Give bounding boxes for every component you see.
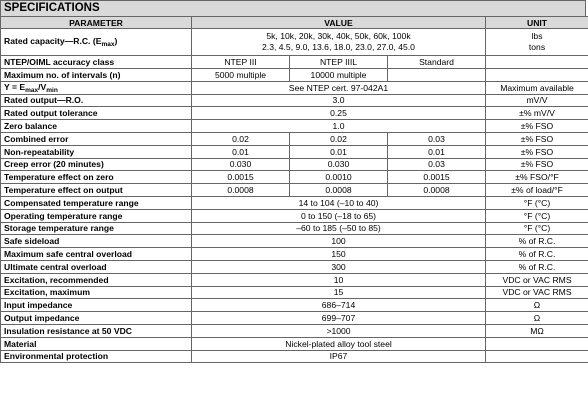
param-value: 0.0008	[388, 184, 486, 197]
spec-row	[1, 196, 588, 209]
param-unit: °F (°C)	[486, 222, 588, 235]
header-value: VALUE	[192, 17, 486, 29]
spec-table	[0, 16, 588, 363]
spec-row	[1, 158, 588, 171]
param-unit	[486, 56, 588, 69]
spec-row	[1, 350, 588, 363]
param-value: 10	[192, 273, 486, 286]
row-max-intervals	[1, 68, 588, 81]
param-label: Combined error	[1, 132, 192, 145]
param-value: 699–707	[192, 312, 486, 325]
param-label: Environmental protection	[1, 350, 192, 363]
param-value: >1000	[192, 324, 486, 337]
param-unit	[486, 350, 588, 363]
header-unit: UNIT	[486, 17, 588, 29]
param-unit: MΩ	[486, 324, 588, 337]
param-label: Excitation, recommended	[1, 273, 192, 286]
param-label: Creep error (20 minutes)	[1, 158, 192, 171]
param-label: Excitation, maximum	[1, 286, 192, 299]
param-unit: lbs tons	[486, 29, 588, 56]
param-unit: ±% of load/°F	[486, 184, 588, 197]
param-value: 0.25	[192, 107, 486, 120]
param-value: 300	[192, 260, 486, 273]
spec-row	[1, 184, 588, 197]
param-label: Rated capacity—R.C. $(E_{max})$	[1, 29, 192, 56]
spec-row	[1, 248, 588, 261]
param-value: 0.01	[290, 145, 388, 158]
param-unit: VDC or VAC RMS	[486, 273, 588, 286]
param-unit: ±% mV/V	[486, 107, 588, 120]
row-y-ratio	[1, 81, 588, 94]
param-value: 0.0015	[388, 171, 486, 184]
param-value: 1.0	[192, 120, 486, 133]
param-label: Compensated temperature range	[1, 196, 192, 209]
param-value: 0.03	[388, 158, 486, 171]
param-value: 0.0015	[192, 171, 290, 184]
param-value: 0.03	[388, 132, 486, 145]
param-value: 0.030	[290, 158, 388, 171]
param-label: Rated output tolerance	[1, 107, 192, 120]
param-label: Rated output—R.O.	[1, 94, 192, 107]
param-unit: Ω	[486, 312, 588, 325]
param-unit	[486, 337, 588, 350]
param-value: NTEP IIIL	[290, 56, 388, 69]
param-value: 100	[192, 235, 486, 248]
param-value: See NTEP cert. 97-042A1	[192, 81, 486, 94]
param-label: Ultimate central overload	[1, 260, 192, 273]
spec-row	[1, 132, 588, 145]
param-label: Maximum no. of intervals (n)	[1, 68, 192, 81]
spec-row	[1, 209, 588, 222]
param-value: 0 to 150 (–18 to 65)	[192, 209, 486, 222]
spec-row	[1, 299, 588, 312]
param-label: Temperature effect on output	[1, 184, 192, 197]
spec-title: SPECIFICATIONS	[0, 0, 586, 16]
param-unit: Maximum available	[486, 81, 588, 94]
param-label: Operating temperature range	[1, 209, 192, 222]
param-label: Zero balance	[1, 120, 192, 133]
spec-row	[1, 120, 588, 133]
param-value: 0.0008	[290, 184, 388, 197]
param-label: Temperature effect on zero	[1, 171, 192, 184]
spec-row	[1, 260, 588, 273]
spec-row	[1, 171, 588, 184]
param-value: Standard	[388, 56, 486, 69]
param-unit: % of R.C.	[486, 235, 588, 248]
param-value: 0.01	[192, 145, 290, 158]
param-label: Output impedance	[1, 312, 192, 325]
param-label: Insulation resistance at 50 VDC	[1, 324, 192, 337]
param-value: 0.02	[192, 132, 290, 145]
param-value: Nickel-plated alloy tool steel	[192, 337, 486, 350]
param-unit: ±% FSO	[486, 120, 588, 133]
spec-row	[1, 337, 588, 350]
spec-row	[1, 235, 588, 248]
param-unit: ±% FSO	[486, 145, 588, 158]
param-value: 0.0008	[192, 184, 290, 197]
spec-row	[1, 286, 588, 299]
param-unit: ±% FSO/°F	[486, 171, 588, 184]
header-row	[1, 17, 588, 29]
param-value: 5000 multiple	[192, 68, 290, 81]
param-label: Input impedance	[1, 299, 192, 312]
row-rated-capacity	[1, 29, 588, 56]
spec-row	[1, 94, 588, 107]
param-label: $Y = E_{max}/V_{min}$	[1, 81, 192, 94]
param-label: Material	[1, 337, 192, 350]
param-unit: VDC or VAC RMS	[486, 286, 588, 299]
param-value: IP67	[192, 350, 486, 363]
param-label: Storage temperature range	[1, 222, 192, 235]
param-unit: % of R.C.	[486, 248, 588, 261]
param-value: 14 to 104 (–10 to 40)	[192, 196, 486, 209]
spec-row	[1, 312, 588, 325]
param-label: NTEP/OIML accuracy class	[1, 56, 192, 69]
param-value	[388, 68, 486, 81]
header-parameter: PARAMETER	[1, 17, 192, 29]
param-unit: mV/V	[486, 94, 588, 107]
spec-row	[1, 222, 588, 235]
param-value: 0.02	[290, 132, 388, 145]
param-unit: Ω	[486, 299, 588, 312]
param-value: NTEP III	[192, 56, 290, 69]
param-value: –60 to 185 (–50 to 85)	[192, 222, 486, 235]
param-value: 15	[192, 286, 486, 299]
param-unit: % of R.C.	[486, 260, 588, 273]
param-label: Maximum safe central overload	[1, 248, 192, 261]
param-value: 686–714	[192, 299, 486, 312]
param-unit	[486, 68, 588, 81]
param-value: 0.01	[388, 145, 486, 158]
row-accuracy-class	[1, 56, 588, 69]
spec-row	[1, 145, 588, 158]
param-label: Non-repeatability	[1, 145, 192, 158]
spec-row	[1, 107, 588, 120]
param-unit: °F (°C)	[486, 196, 588, 209]
param-label: Safe sideload	[1, 235, 192, 248]
param-value: 3.0	[192, 94, 486, 107]
param-unit: ±% FSO	[486, 158, 588, 171]
param-value: 5k, 10k, 20k, 30k, 40k, 50k, 60k, 100k 2.3, 4.5, 9.0, 13.6, 18.0, 23.0, 27.0, 45.0	[192, 29, 486, 56]
param-value: 10000 multiple	[290, 68, 388, 81]
param-value: 150	[192, 248, 486, 261]
param-unit: °F (°C)	[486, 209, 588, 222]
spec-row	[1, 324, 588, 337]
param-value: 0.030	[192, 158, 290, 171]
param-unit: ±% FSO	[486, 132, 588, 145]
param-value: 0.0010	[290, 171, 388, 184]
spec-row	[1, 273, 588, 286]
